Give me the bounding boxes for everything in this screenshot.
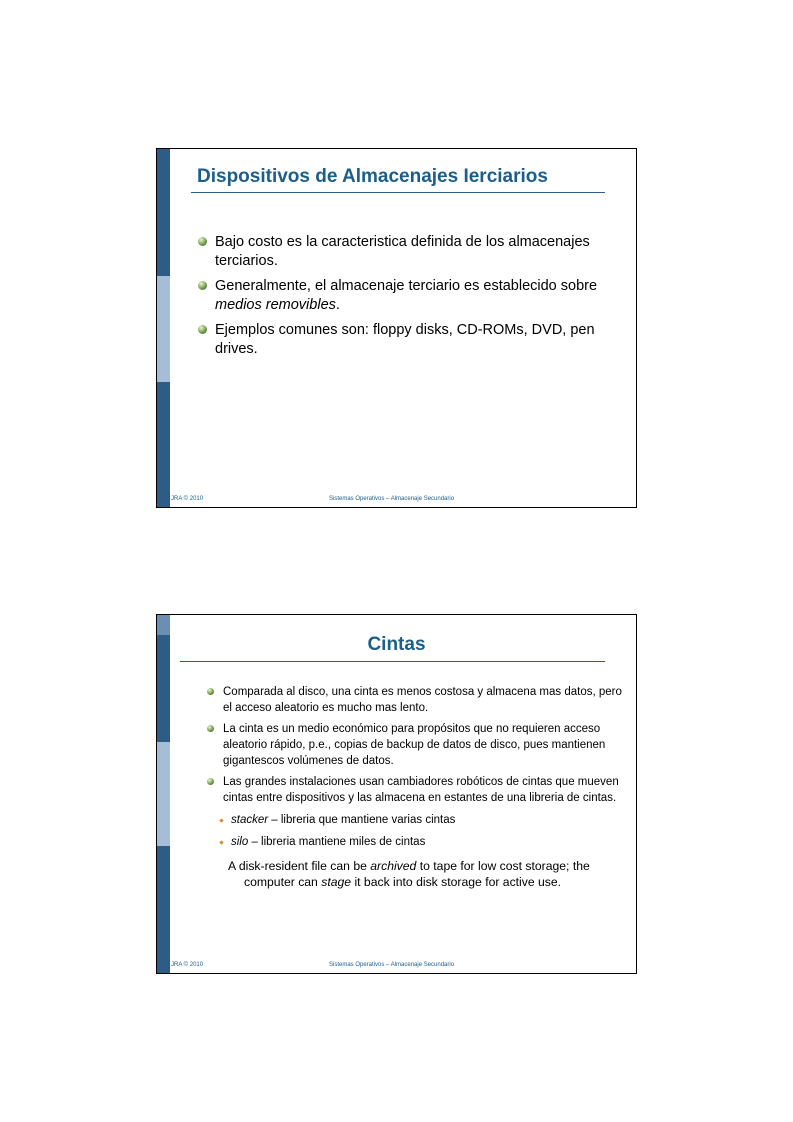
list-item: [223, 684, 623, 716]
sub-list-item: [217, 834, 623, 850]
bullet-list: [215, 233, 615, 365]
bullet-ball-icon: [198, 281, 207, 290]
footer-copyright: JRA © 2010: [171, 962, 204, 968]
note-text: to tape for low cost storage; the computer can: [244, 859, 590, 889]
diamond-bullet-icon: [219, 818, 223, 822]
slide-tertiary-storage: [156, 148, 637, 508]
bullet-text: Ejemplos comunes son: floppy disks, CD-ROMs, DVD, pen drives.: [215, 322, 595, 357]
sub-bullet-text: – libreria mantiene miles de cintas: [248, 836, 426, 848]
term-stacker: stacker: [231, 814, 269, 826]
bullet-text: .: [335, 297, 340, 313]
slide-title: Dispositivos de Almacenajes Ierciarios: [197, 166, 548, 187]
title-underline: [180, 661, 605, 662]
list-item: [223, 774, 623, 850]
diamond-bullet-icon: [219, 840, 223, 844]
list-item: [215, 277, 615, 315]
term-archived: archived: [370, 859, 417, 873]
slide-tapes: [156, 614, 637, 974]
title-underline: [191, 192, 605, 193]
archive-note: [228, 858, 623, 890]
bullet-list: [223, 684, 623, 890]
slide-sidebar: [157, 615, 170, 973]
bullet-ball-icon: [198, 237, 207, 246]
list-item: [215, 233, 615, 271]
footer-course-title: Sistemas Operativos – Almacenaje Secundario: [329, 962, 455, 968]
slide-title: Cintas: [367, 634, 426, 655]
slide-sidebar: [157, 149, 170, 507]
bullet-text: Bajo costo es la caracteristica definida de los almacenajes terciarios.: [215, 234, 590, 269]
sub-bullet-text: – libreria que mantiene varias cintas: [268, 814, 456, 826]
bullet-text: Comparada al disco, una cinta es menos costosa y almacena mas datos, pero el acceso aleatorio es mucho mas lento.: [223, 686, 622, 714]
bullet-ball-icon: [198, 325, 207, 334]
sub-list-item: [217, 812, 623, 828]
list-item: [223, 721, 623, 769]
term-stage: stage: [321, 875, 352, 889]
bullet-ball-icon: [207, 688, 214, 695]
note-text: A disk-resident file can be: [228, 859, 371, 873]
bullet-text: La cinta es un medio económico para propósitos que no requieren acceso aleatorio rápido, p.e., copias de backup de datos de disco, pues mantienen gigantescos volúmenes de datos.: [223, 723, 606, 767]
bullet-text: Generalmente, el almacenaje terciario es establecido sobre: [215, 278, 598, 294]
footer-copyright: JRA © 2010: [171, 496, 204, 502]
bullet-emphasis: medios removibles: [215, 297, 336, 313]
note-text: it back into disk storage for active use.: [351, 875, 562, 889]
list-item: [215, 321, 615, 359]
bullet-ball-icon: [207, 778, 214, 785]
term-silo: silo: [231, 836, 249, 848]
bullet-ball-icon: [207, 725, 214, 732]
footer-course-title: Sistemas Operativos – Almacenaje Secundario: [329, 496, 455, 502]
bullet-text: Las grandes instalaciones usan cambiadores robóticos de cintas que mueven cintas entre dispositivos y las almacena en estantes de una libreria de cintas.: [223, 776, 619, 804]
